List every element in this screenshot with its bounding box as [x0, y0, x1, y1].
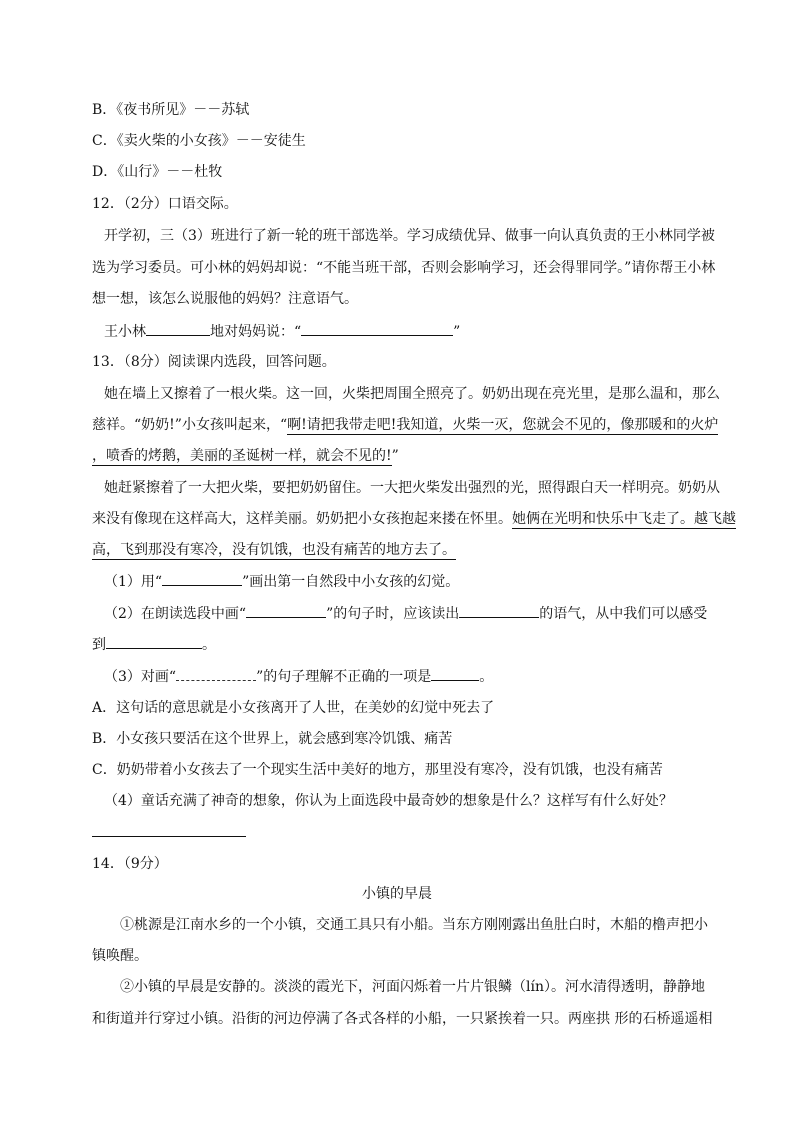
sub-text: 到: [92, 637, 106, 653]
q13-option-b: B．小女孩只要活在这个世界上，就会感到寒冷饥饿、痛苦: [92, 731, 453, 747]
sub-text: （3）对画“: [104, 669, 177, 685]
passage-line: 和街道并行穿过小镇。沿街的河边停满了各式各样的小船，一只紧挨着一只。两座拱 形的石桥遥遥相: [92, 1011, 713, 1027]
passage-line: [92, 415, 718, 435]
wavy-underlined-sentence: 她俩在光明和快乐中飞走了。越飞越: [512, 511, 736, 527]
q13-sub2: [104, 603, 707, 624]
passage-line: ①桃源是江南水乡的一个小镇，交通工具只有小船。当东方刚刚露出鱼肚白时，木船的橹声把小: [120, 917, 708, 933]
q12-answer-line: [104, 321, 460, 342]
answer-prefix: 王小林: [104, 324, 146, 340]
sub-text: （1）用“: [104, 574, 163, 590]
answer-blank-speech[interactable]: [301, 321, 453, 336]
answer-blank[interactable]: [162, 571, 242, 586]
q13-header: 13．（8分）阅读课内选段，回答问题。: [92, 354, 336, 370]
option-letter: B．: [92, 102, 117, 118]
passage-line: 她赶紧擦着了一大把火柴，要把奶奶留住。一大把火柴发出强烈的光，照得跟白天一样明亮。奶奶从: [104, 480, 720, 496]
q13-sub4: （4）童话充满了神奇的想象，你认为上面选段中最奇妙的想象是什么？这样写有什么好处？: [104, 793, 673, 809]
option-text: 《卖火柴的小女孩》－－安徒生: [116, 133, 306, 149]
sub-text: ”的句子时，应该读出: [326, 606, 460, 622]
passage-title: 小镇的早晨: [362, 886, 432, 902]
q14-header: 14．（9分）: [92, 856, 168, 872]
answer-blank[interactable]: [246, 603, 326, 618]
option-letter: C．: [92, 133, 117, 149]
sub-text: 。: [202, 637, 216, 653]
q13-option-a: A．这句话的意思就是小女孩离开了人世，在美妙的幻觉中死去了: [92, 700, 495, 716]
q12-para-line: 开学初，三（3）班进行了新一轮的班干部选举。学习成绩优异、做事一向认真负责的王小林同学被: [104, 228, 715, 244]
q12-para-line: 想一想，该怎么说服他的妈妈？注意语气。: [92, 291, 358, 307]
option-b: [92, 100, 249, 120]
wavy-line-marker: [176, 666, 256, 681]
sub-text: 。: [479, 669, 494, 685]
q13-sub2-cont: [92, 634, 216, 655]
option-d: [92, 162, 222, 182]
answer-blank-tone[interactable]: [146, 321, 210, 336]
q13-sub3: [104, 666, 493, 687]
underlined-sentence: 啊!请把我带走吧!我知道，火柴一灭，您就会不见的，像那暖和的火炉: [287, 417, 719, 433]
q12-para-line: 选为学习委员。可小林的妈妈却说：“不能当班干部，否则会影响学习，还会得罪同学。”请你帮王小林: [92, 260, 716, 276]
sub-text: （2）在朗读选段中画“: [104, 606, 247, 622]
q13-sub1: [104, 571, 459, 592]
passage-line: ②小镇的早晨是安静的。淡淡的霞光下，河面闪烁着一片片银鳞（lín）。河水清得透明，静静地: [120, 979, 705, 995]
passage-line: [92, 540, 456, 560]
sub-text: ”画出第一自然段中小女孩的幻觉。: [242, 574, 460, 590]
answer-blank[interactable]: [431, 666, 479, 681]
underlined-sentence: ，喷香的烤鹅，美丽的圣诞树一样，就会不见的!: [92, 448, 392, 464]
sub-text: ”的句子理解不正确的一项是: [256, 669, 432, 685]
passage-line: 镇唤醒。: [92, 948, 148, 964]
passage-line: 她在墙上又擦着了一根火柴。这一回，火柴把周围全照亮了。奶奶出现在亮光里，是那么温和，那么: [104, 386, 720, 402]
passage-text: 来没有像现在这样高大，这样美丽。奶奶把小女孩抱起来搂在怀里。: [92, 511, 512, 527]
option-text: 《夜书所见》－－苏轼: [116, 102, 250, 118]
answer-mid: 地对妈妈说：“: [210, 324, 302, 340]
wavy-underlined-sentence: 高，飞到那没有寒冷，没有饥饿，也没有痛苦的地方去了。: [92, 542, 456, 558]
option-letter: D．: [92, 164, 118, 180]
passage-line: [92, 509, 736, 529]
q13-option-c: C．奶奶带着小女孩去了一个现实生活中美好的地方，那里没有寒冷，没有饥饿，也没有痛苦: [92, 762, 663, 778]
q13-sub4-answer-line: [92, 822, 246, 843]
answer-blank[interactable]: [92, 822, 246, 837]
passage-line: [92, 446, 399, 466]
answer-blank[interactable]: [459, 603, 539, 618]
option-c: [92, 131, 306, 151]
answer-blank[interactable]: [106, 634, 202, 649]
sub-text: 的语气，从中我们可以感受: [539, 606, 708, 622]
passage-text: ”: [391, 448, 399, 464]
q12-header: 12．（2分）口语交际。: [92, 196, 238, 212]
option-text: 《山行》－－杜牧: [117, 164, 223, 180]
answer-suffix: ”: [453, 324, 461, 340]
passage-text: 慈祥。“奶奶!”小女孩叫起来，“: [92, 417, 288, 433]
